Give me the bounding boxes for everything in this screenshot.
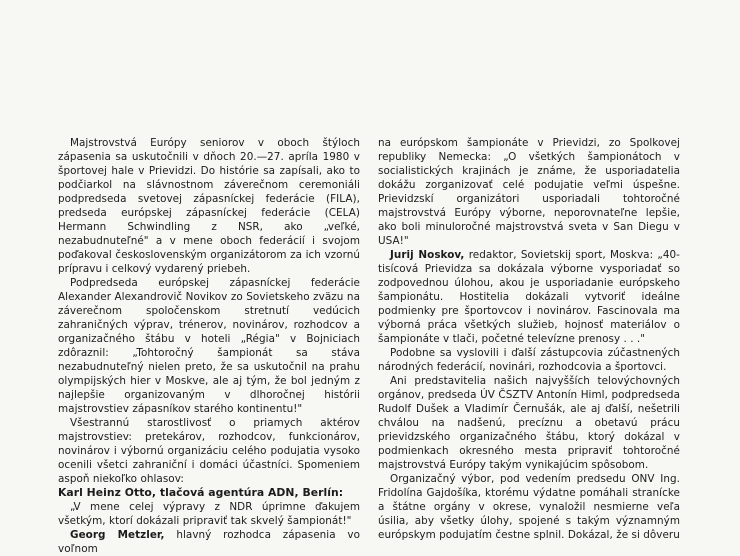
name-metzler: Georg Metzler, (70, 529, 165, 541)
left-paragraph-4: „V mene celej výpravy z NDR úprimne ďakujem všetkým, ktorí dokázali pripraviť tak skvelý šampionát!" (58, 501, 360, 527)
left-paragraph-1: Majstrovstvá Európy seniorov v oboch štýloch zápasenia sa uskutočnili v dňoch 20.—27. apríla 1980 v športovej hale v Prievidzi. Do histórie sa zapísali, ako to podčiarkol na slávnostnom záverečnom ceremoniáli podpredseda svetovej zápasníckej federácie (FILA), predseda európskej zápasníckej federácie (CELA) Hermann Schwindling z NSR, ako „veľké, nezabudnuteľné" a v mene oboch federácií i svojom poďakoval československým organizátorom za ich vzornú prípravu i celkový vydarený priebeh. (58, 137, 360, 275)
right-paragraph-2-text: redaktor, Sovietskij sport, Moskva: „40-tisícová Prievidza sa dokázala výborne vysporiadať so zodpovednou úlohou, akou je usporiadanie európskeho šampionátu. Hostitelia dokázali vytvoriť ideálne podmienky pre športovcov i novinárov. Fascinovala ma výborná práca všetkých služieb, hojnosť materiálov o šampionáte v tlači, početné televízne prenosy . . ." (378, 249, 680, 345)
right-paragraph-1: na európskom šampionáte v Prievidzi, zo Spolkovej republiky Nemecka: „O všetkých šampionátoch v socialistických krajinách je známe, že usporiadatelia dokážu zorganizovať celé podujatie veľmi úspešne. Prievidzskí organizátori usporiadali tohtoročné majstrovstvá Európy výborne, neporovnateľne lepšie, ako boli minuloročné majstrovstvá sveta v San Diegu v USA!" (378, 137, 680, 247)
left-paragraph-2: Podpredseda európskej zápasníckej federácie Alexander Alexandrovič Novikov zo Sovietskeho zväzu na záverečnom spoločenskom stretnutí vedúcich zahraničných výprav, trénerov, novinárov, rozhodcov a organizačného štábu v hoteli „Régia" v Bojniciach zdôraznil: „Tohtoročný šampionát sa stáva nezabudnuteľný nielen preto, že sa uskutočnil na prahu olympijských hier v Moskve, ale aj tým, že bol jedným z najlepšie organizovaným v dlhoročnej histórii majstrovstiev zápasníkov starého kontinentu!" (58, 277, 360, 415)
right-column (378, 136, 680, 542)
left-paragraph-5 (58, 528, 360, 556)
left-paragraph-5-text: hlavný rozhodca zápasenia vo voľnom (58, 529, 360, 555)
right-paragraph-2 (378, 248, 680, 346)
right-paragraph-5: Organizačný výbor, pod vedením predsedu ONV Ing. Fridolína Gajdošíka, ktorému výdatne pomáhali stranícke a štátne orgány v okrese, vynaložil nesmierne veľa úsilia, aby všetky úlohy, spojené s takým významným európskym podujatím čestne splnil. Dokázal, že si dôveru (378, 473, 680, 541)
right-paragraph-3: Podobne sa vyslovili i ďalší zástupcovia zúčastnených národných federácií, novinári, rozhodcovia a športovci. (378, 347, 680, 373)
right-paragraph-4: Ani predstavitelia našich najvyšších telovýchovných orgánov, predseda ÚV ČSZTV Antonín Himl, podpredseda Rudolf Dušek a Vladimír Černušák, ale aj ďalší, nešetrili chválou na nadšenú, precíznu a obetavú prácu prievidzského organizačného štábu, ktorý dokázal v podmienkach okresného mesta pripraviť tohtoročné majstrovstvá Európy takým vynikajúcim spôsobom. (378, 375, 680, 471)
left-paragraph-3: Všestrannú starostlivosť o priamych aktérov majstrovstiev: pretekárov, rozhodcov, funkcionárov, novinárov i výbornú organizáciu celého podujatia vysoko ocenili všetci zahraniční i domáci účastníci. Spomeniem aspoň niekoľko ohlasov: (58, 417, 360, 485)
quote-heading-otto: Karl Heinz Otto, tlačová agentúra ADN, Berlín: (58, 486, 344, 499)
name-noskov: Jurij Noskov, (390, 249, 465, 261)
left-column (58, 136, 360, 556)
